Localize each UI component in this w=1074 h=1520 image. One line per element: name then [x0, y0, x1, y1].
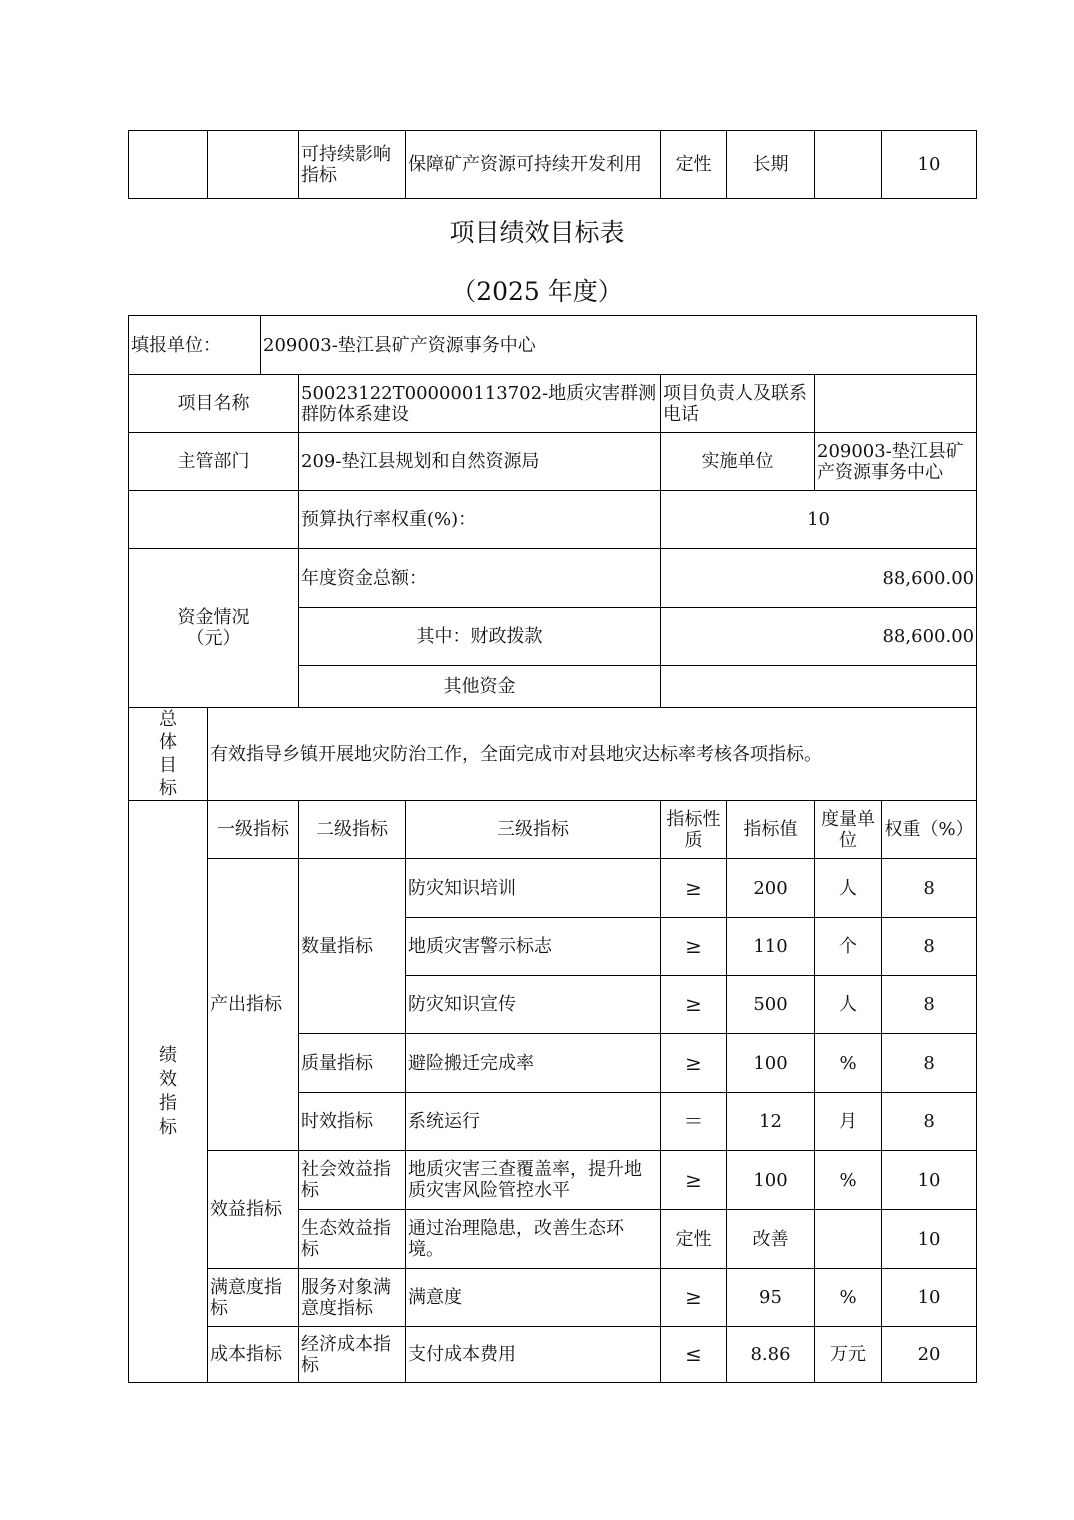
header-level1: 一级指标: [208, 801, 299, 859]
indicator-value: 100: [727, 1151, 815, 1210]
header-weight: 权重（%）: [882, 801, 977, 859]
indicator-unit: %: [815, 1034, 882, 1093]
indicator-unit: [815, 1210, 882, 1269]
indicator-name: 系统运行: [406, 1093, 661, 1151]
indicator-nature: ≥: [661, 859, 727, 918]
indicator-nature: 定性: [661, 1210, 727, 1269]
top-level3-indicator: 可持续影响指标: [299, 131, 406, 199]
header-unit: 度量单位: [815, 801, 882, 859]
project-name-value: 50023122T000000113702-地质灾害群测群防体系建设: [299, 375, 661, 433]
top-value: 长期: [727, 131, 815, 199]
impl-value: 209003-垫江县矿产资源事务中心: [815, 433, 977, 491]
level2-quantity: 数量指标: [299, 859, 406, 1034]
unit-value: 209003-垫江县矿产资源事务中心: [261, 316, 977, 375]
funds-label-text: 资金情况（元）: [177, 607, 250, 649]
overall-goal-value: 有效指导乡镇开展地灾防治工作，全面完成市对县地灾达标率考核各项指标。: [208, 708, 977, 801]
indicator-unit: 万元: [815, 1327, 882, 1383]
header-value: 指标值: [727, 801, 815, 859]
contact-value: [815, 375, 977, 433]
level1-satisfaction: 满意度指标: [208, 1269, 299, 1327]
indicator-value: 100: [727, 1034, 815, 1093]
level2-quality: 质量指标: [299, 1034, 406, 1093]
indicator-value: 500: [727, 976, 815, 1034]
performance-goal-table: [128, 315, 977, 1383]
level2-econ-cost: 经济成本指标: [299, 1327, 406, 1383]
header-level2: 二级指标: [299, 801, 406, 859]
unit-label: 填报单位：: [129, 316, 261, 375]
indicator-weight: 10: [882, 1210, 977, 1269]
perf-section-label-text: 绩效指标: [159, 1044, 177, 1138]
overall-goal-label: [129, 708, 208, 801]
indicator-nature: ≥: [661, 1034, 727, 1093]
other-funds-value: [661, 666, 977, 708]
indicator-value: 95: [727, 1269, 815, 1327]
budget-rate-label: 预算执行率权重(%)：: [299, 491, 661, 549]
header-level3: 三级指标: [406, 801, 661, 859]
indicator-nature: ≥: [661, 1151, 727, 1210]
header-nature: 指标性质: [661, 801, 727, 859]
top-unit: [815, 131, 882, 199]
impl-label: 实施单位: [661, 433, 815, 491]
top-cell-1: [129, 131, 208, 199]
annual-total-label: 年度资金总额：: [299, 549, 661, 608]
project-name-label: 项目名称: [129, 375, 299, 433]
dept-label: 主管部门: [129, 433, 299, 491]
indicator-name: 支付成本费用: [406, 1327, 661, 1383]
indicator-unit: 月: [815, 1093, 882, 1151]
indicator-value: 110: [727, 918, 815, 976]
indicator-value: 改善: [727, 1210, 815, 1269]
fiscal-label: 其中：财政拨款: [299, 608, 661, 666]
indicator-weight: 10: [882, 1269, 977, 1327]
annual-total-value: 88,600.00: [661, 549, 977, 608]
indicator-name: 避险搬迁完成率: [406, 1034, 661, 1093]
page-title: 项目绩效目标表: [449, 218, 625, 247]
dept-value: 209-垫江县规划和自然资源局: [299, 433, 661, 491]
level2-social: 社会效益指标: [299, 1151, 406, 1210]
indicator-weight: 8: [882, 1034, 977, 1093]
indicator-nature: ＝: [661, 1093, 727, 1151]
funds-label: [129, 549, 299, 708]
level2-eco: 生态效益指标: [299, 1210, 406, 1269]
page-subtitle: （2025 年度）: [451, 277, 623, 306]
indicator-nature: ≤: [661, 1327, 727, 1383]
overall-goal-label-text: 总体目标: [159, 709, 177, 799]
fiscal-value: 88,600.00: [661, 608, 977, 666]
level1-output: 产出指标: [208, 859, 299, 1151]
top-nature: 定性: [661, 131, 727, 199]
budget-rate-blank: [129, 491, 299, 549]
top-weight: 10: [882, 131, 977, 199]
indicator-unit: %: [815, 1269, 882, 1327]
level1-cost: 成本指标: [208, 1327, 299, 1383]
indicator-nature: ≥: [661, 976, 727, 1034]
indicator-name: 防灾知识宣传: [406, 976, 661, 1034]
indicator-nature: ≥: [661, 1269, 727, 1327]
indicator-name: 地质灾害三查覆盖率，提升地质灾害风险管控水平: [406, 1151, 661, 1210]
indicator-unit: 人: [815, 859, 882, 918]
level2-service: 服务对象满意度指标: [299, 1269, 406, 1327]
indicator-value: 12: [727, 1093, 815, 1151]
indicator-name: 满意度: [406, 1269, 661, 1327]
top-continuation-table: [128, 130, 977, 199]
indicator-weight: 20: [882, 1327, 977, 1383]
indicator-name: 防灾知识培训: [406, 859, 661, 918]
indicator-value: 200: [727, 859, 815, 918]
level2-timeliness: 时效指标: [299, 1093, 406, 1151]
indicator-name: 通过治理隐患，改善生态环境。: [406, 1210, 661, 1269]
indicator-unit: 人: [815, 976, 882, 1034]
indicator-nature: ≥: [661, 918, 727, 976]
indicator-name: 地质灾害警示标志: [406, 918, 661, 976]
indicator-unit: 个: [815, 918, 882, 976]
level1-benefit: 效益指标: [208, 1151, 299, 1269]
indicator-weight: 8: [882, 859, 977, 918]
other-funds-label: 其他资金: [299, 666, 661, 708]
indicator-weight: 8: [882, 976, 977, 1034]
top-cell-2: [208, 131, 299, 199]
perf-section-label: [129, 801, 208, 1383]
contact-label: 项目负责人及联系电话: [661, 375, 815, 433]
indicator-unit: %: [815, 1151, 882, 1210]
indicator-weight: 8: [882, 918, 977, 976]
indicator-value: 8.86: [727, 1327, 815, 1383]
indicator-weight: 10: [882, 1151, 977, 1210]
budget-rate-value: 10: [661, 491, 977, 549]
indicator-weight: 8: [882, 1093, 977, 1151]
top-indicator-name: 保障矿产资源可持续开发利用: [406, 131, 661, 199]
